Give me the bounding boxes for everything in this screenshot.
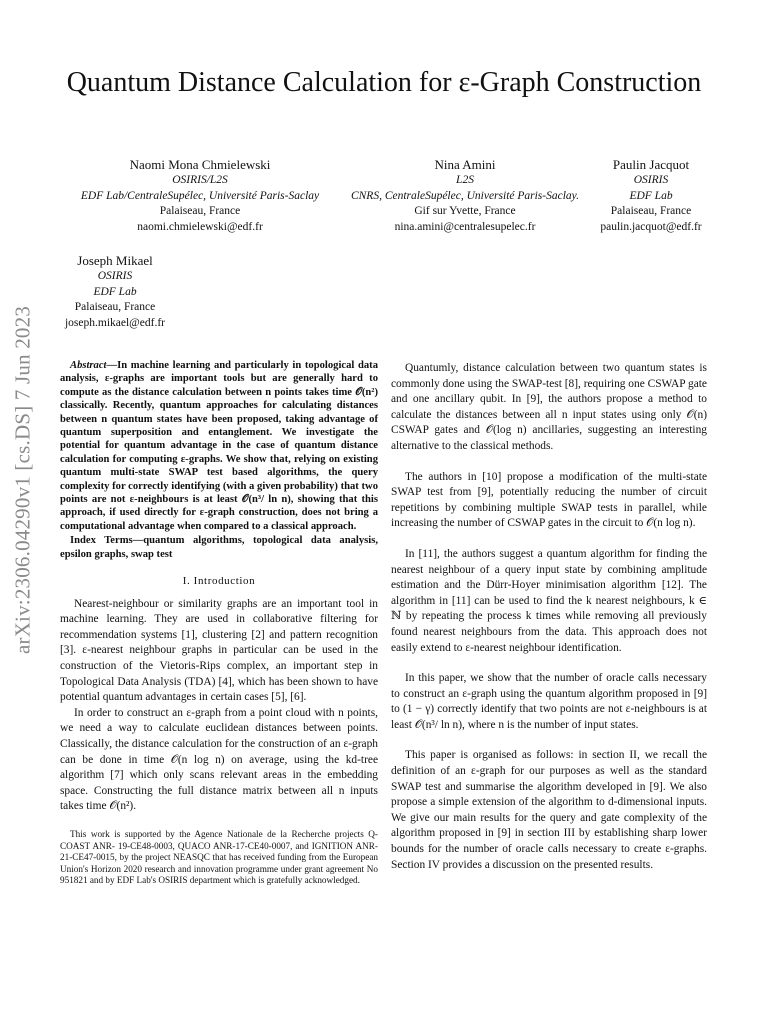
author-org: OSIRIS — [633, 174, 669, 186]
author-block-2 — [334, 156, 596, 235]
author-email[interactable]: joseph.mikael@edf.fr — [64, 316, 165, 329]
author-block-1 — [60, 156, 340, 235]
paragraph: In [11], the authors suggest a quantum algorithm for finding the nearest neighbour of a query input state by combining amplitude estimation and the Dürr-Hoyer minimisation algorithm [12]. The algorithm in [11] can be used to find the k nearest neighbours, k ∈ ℕ by repeating the process k times while removing all previously found nearest neighbours from the data. This approach does not easily extend to ε-nearest neighbour identification. — [391, 547, 707, 654]
author-affiliation: CNRS, CentraleSupélec, Université Paris-Saclay. — [350, 189, 580, 202]
author-block-3 — [588, 156, 714, 235]
author-block-4 — [50, 252, 180, 331]
paragraph: In order to construct an ε-graph from a point cloud with n points, we need a way to calculate euclidean distances between points. Classically, the distance calculation for the construction of an ε-graph can be done in time 𝒪(n log n) on average, using the kd-tree algorithm [7] which only scans relevant areas in the embedding space. Constructing the full distance matrix between all n inputs takes time 𝒪(n²). — [60, 706, 378, 813]
author-city: Palaiseau, France — [74, 301, 156, 314]
author-name: Joseph Mikael — [77, 253, 153, 268]
author-name: Nina Amini — [434, 157, 496, 172]
paragraph: Quantumly, distance calculation between two quantum states is commonly done using the SWAP-test [8], requiring one CSWAP gate and one ancillary qubit. In [9], the authors propose a method to calculate the distances between all n input states using only 𝒪(n) CSWAP gates and 𝒪(log n) ancillaries, suggesting an interesting alternative to the classical methods. — [391, 362, 707, 452]
index-terms — [60, 534, 378, 561]
index-terms-lead: Index Terms — [70, 535, 133, 547]
abstract — [60, 359, 378, 533]
author-city: Palaiseau, France — [159, 205, 241, 218]
paragraph: In this paper, we show that the number of oracle calls necessary to construct an ε-graph using the quantum algorithm proposed in [9] to (1 − γ) correctly identify that two points are not ε-neighbours is at least 𝒪(n³/ ln n), where n is the number of input states. — [391, 672, 707, 731]
left-column — [60, 359, 378, 887]
author-city: Palaiseau, France — [610, 205, 692, 218]
abstract-text: —In machine learning and particularly in topological data analysis, ε-graphs are important tools but are generally hard to compute as the distance calculation between n points takes time 𝒪(n²) classically. Recently, quantum approaches for calculating distances between n quantum states have been proposed, taking advantage of quantum superposition and entanglement. We investigate the potential for quantum advantage in the case of quantum distance calculation for computing ε-graphs. We show that, relying on existing quantum multi-state SWAP test based algorithms, the query complexity for correctly identifying (with a given probability) that two points are not ε-neighbours is at least 𝒪(n³/ ln n), showing that this approach, if used directly for ε-graph construction, does not bring a computational advantage when compared to a classical approach. — [60, 360, 378, 532]
paper-title: Quantum Distance Calculation for ε-Graph Construction — [66, 67, 702, 98]
abstract-lead: Abstract — [70, 360, 107, 371]
author-email[interactable]: paulin.jacquot@edf.fr — [600, 220, 702, 233]
author-email[interactable]: naomi.chmielewski@edf.fr — [137, 220, 263, 233]
author-email[interactable]: nina.amini@centralesupelec.fr — [394, 220, 536, 233]
funding-footnote: This work is supported by the Agence Nationale de la Recherche projects Q-COAST ANR- 19-CE48-0003, QUACO ANR-17-CE40-0007, and IGNITION ANR-21-CE47-0015, by the project NEASQC that has received funding from the European Union's Horizon 2020 research and innovation programme under grant agreement No 951821 and by EDF Lab's OSIRIS department which is gratefully acknowledged. — [60, 829, 378, 886]
arxiv-identifier[interactable]: arXiv:2306.04290v1 [cs.DS] 7 Jun 2023 — [10, 305, 35, 655]
author-org: OSIRIS/L2S — [172, 174, 228, 186]
author-affiliation: EDF Lab — [629, 189, 673, 202]
section-heading-introduction: I. Introduction — [182, 575, 256, 588]
author-affiliation: EDF Lab — [93, 285, 137, 298]
arxiv-stamp — [6, 260, 40, 700]
author-org: L2S — [456, 174, 474, 186]
author-affiliation: EDF Lab/CentraleSupélec, Université Paris-Saclay — [80, 189, 320, 202]
author-name: Naomi Mona Chmielewski — [129, 157, 271, 172]
author-org: OSIRIS — [97, 270, 133, 282]
index-terms-text: —quantum algorithms, topological data analysis, epsilon graphs, swap test — [60, 535, 378, 560]
paragraph: Nearest-neighbour or similarity graphs are an important tool in machine learning. They are used in collaborative filtering for recommendation systems [1], clustering [2] and pattern recognition [3]. ε-nearest neighbour graphs in particular can be used in the construction of the Vietoris-Rips complex, an important step in Topological Data Analysis (TDA) [4], which has been shown to have potential quantum advantages in certain cases [5], [6]. — [60, 597, 378, 704]
paragraph: This paper is organised as follows: in section II, we recall the definition of an ε-graph for our purposes as well as the standard SWAP test and summarise the algorithm developed in [9]. We also propose a simple extension of the algorithm to d-dimensional inputs. We give our main results for the query and gate complexity of the algorithm proposed in [9] in section III by establishing sharp lower bounds for the number of oracle calls necessary to create ε-graphs. Section IV provides a discussion on the presented results. — [391, 749, 707, 871]
author-name: Paulin Jacquot — [612, 157, 690, 172]
right-column — [391, 361, 707, 873]
paragraph: The authors in [10] propose a modification of the multi-state SWAP test from [9], potentially reducing the number of circuit repetitions by combining multiple SWAP tests in parallel, while increasing the number of CSWAP gates in the circuit to 𝒪(n log n). — [391, 470, 707, 530]
author-city: Gif sur Yvette, France — [414, 205, 516, 218]
